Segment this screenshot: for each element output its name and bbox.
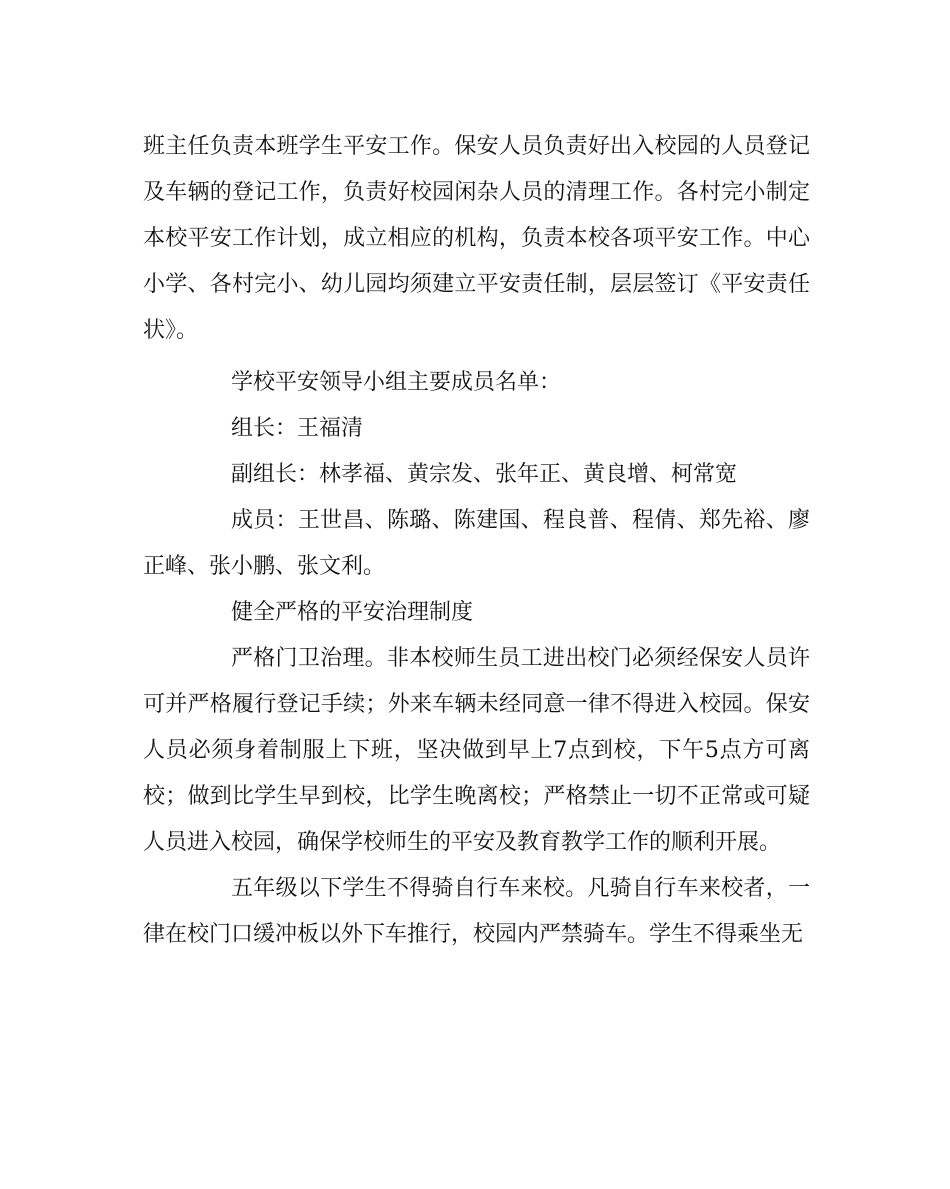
paragraph-members: 成员：王世昌、陈璐、陈建国、程良普、程倩、郑先裕、廖正峰、张小鹏、张文利。 — [143, 508, 810, 579]
document-body — [143, 124, 810, 958]
paragraph-group-leader: 组长：王福清 — [231, 416, 364, 441]
section-heading-management-system: 健全严格的平安治理制度 — [231, 600, 474, 625]
paragraph-gate-management: 严格门卫治理。非本校师生员工进出校门必须经保安人员许可并严格履行登记手续；外来车辆未经同意一律不得进入校园。保安人员必须身着制服上下班，坚决做到早上7点到校，下午5点方可离校；做到比学生早到校，比学生晚离校；严格禁止一切不正常或可疑人员进入校园，确保学校师生的平安及教育教学工作的顺利开展。 — [143, 646, 810, 855]
paragraph-bicycle-rules: 五年级以下学生不得骑自行车来校。凡骑自行车来校者，一律在校门口缓冲板以外下车推行，校园内严禁骑车。学生不得乘坐无 — [143, 876, 810, 947]
paragraph-leadership-heading: 学校平安领导小组主要成员名单： — [231, 370, 562, 395]
paragraph-deputy-leaders: 副组长：林孝福、黄宗发、张年正、黄良增、柯常宽 — [231, 462, 738, 487]
paragraph-responsibilities: 班主任负责本班学生平安工作。保安人员负责好出入校园的人员登记及车辆的登记工作，负责好校园闲杂人员的清理工作。各村完小制定本校平安工作计划，成立相应的机构，负责本校各项平安工作。中心小学、各村完小、幼儿园均须建立平安责任制，层层签订《平安责任状》。 — [143, 134, 810, 343]
